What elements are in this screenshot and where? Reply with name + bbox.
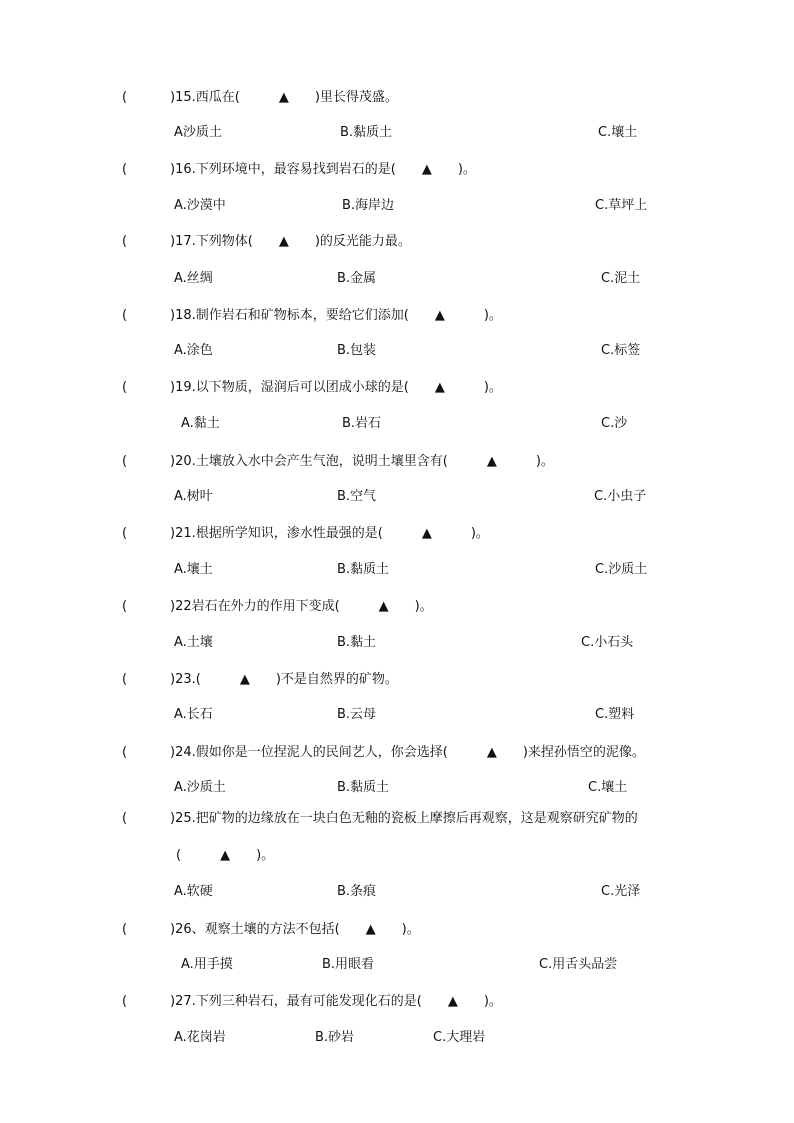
options-26 bbox=[0, 955, 794, 975]
option-c: C.壤土 bbox=[588, 780, 628, 795]
option-b: B.岩石 bbox=[342, 416, 382, 431]
options-20 bbox=[0, 487, 794, 507]
options-16 bbox=[0, 196, 794, 216]
answer-paren: ( bbox=[122, 308, 128, 323]
option-a: A.软硬 bbox=[174, 884, 213, 899]
option-b: B.黏质土 bbox=[337, 780, 390, 795]
option-c: C.用舌头品尝 bbox=[539, 957, 618, 972]
question-20 bbox=[0, 452, 794, 472]
question-27 bbox=[0, 992, 794, 1012]
option-b: B.云母 bbox=[337, 707, 377, 722]
option-b: B.金属 bbox=[337, 271, 377, 286]
option-c: C.沙质土 bbox=[595, 562, 648, 577]
options-18 bbox=[0, 341, 794, 361]
question-16 bbox=[0, 160, 794, 180]
option-a: A.壤土 bbox=[174, 562, 213, 577]
question-stem: )19.以下物质，湿润后可以团成小球的是( ▲ )。 bbox=[170, 380, 502, 395]
option-b: B.条痕 bbox=[337, 884, 377, 899]
option-c: C.小石头 bbox=[581, 635, 634, 650]
answer-paren: ( bbox=[122, 922, 128, 937]
question-22 bbox=[0, 597, 794, 617]
question-stem-continued: ( ▲ )。 bbox=[176, 848, 275, 863]
answer-paren: ( bbox=[122, 234, 128, 249]
option-b: B.海岸边 bbox=[342, 198, 395, 213]
question-stem: )27.下列三种岩石，最有可能发现化石的是( ▲ )。 bbox=[170, 994, 502, 1009]
question-stem: )16.下列环境中，最容易找到岩石的是( ▲ )。 bbox=[170, 162, 476, 177]
question-stem: )26、观察土壤的方法不包括( ▲ )。 bbox=[170, 922, 420, 937]
question-23 bbox=[0, 670, 794, 690]
options-21 bbox=[0, 560, 794, 580]
option-a: A.长石 bbox=[174, 707, 213, 722]
options-25 bbox=[0, 882, 794, 902]
answer-paren: ( bbox=[122, 90, 128, 105]
answer-paren: ( bbox=[122, 162, 128, 177]
options-27 bbox=[0, 1028, 794, 1048]
option-c: C.光泽 bbox=[601, 884, 641, 899]
option-a: A.丝绸 bbox=[174, 271, 213, 286]
answer-paren: ( bbox=[122, 994, 128, 1009]
option-c: C.泥土 bbox=[601, 271, 641, 286]
question-21 bbox=[0, 524, 794, 544]
question-18 bbox=[0, 306, 794, 326]
option-c: C.标签 bbox=[601, 343, 641, 358]
option-c: C.大理岩 bbox=[433, 1030, 486, 1045]
options-17 bbox=[0, 269, 794, 289]
answer-paren: ( bbox=[122, 599, 128, 614]
answer-paren: ( bbox=[122, 380, 128, 395]
question-stem: )21.根据所学知识，渗水性最强的是( ▲ )。 bbox=[170, 526, 489, 541]
question-25 bbox=[0, 809, 794, 829]
answer-paren: ( bbox=[122, 672, 128, 687]
option-a: A.用手摸 bbox=[181, 957, 233, 972]
question-25-continued bbox=[0, 846, 794, 866]
option-a: A.土壤 bbox=[174, 635, 213, 650]
question-stem: )24.假如你是一位捏泥人的民间艺人，你会选择( ▲ )来捏孙悟空的泥像。 bbox=[170, 745, 645, 760]
option-a: A.涂色 bbox=[174, 343, 213, 358]
option-a: A.黏土 bbox=[181, 416, 220, 431]
question-stem: )15.西瓜在( ▲ )里长得茂盛。 bbox=[170, 90, 398, 105]
option-a: A.沙漠中 bbox=[174, 198, 226, 213]
option-a: A.花岗岩 bbox=[174, 1030, 226, 1045]
option-b: B.黏质土 bbox=[337, 562, 390, 577]
options-19 bbox=[0, 414, 794, 434]
option-c: C.草坪上 bbox=[595, 198, 648, 213]
option-b: B.砂岩 bbox=[315, 1030, 355, 1045]
question-stem: )20.土壤放入水中会产生气泡，说明土壤里含有( ▲ )。 bbox=[170, 454, 554, 469]
option-b: B.包装 bbox=[337, 343, 377, 358]
options-15 bbox=[0, 123, 794, 143]
question-15 bbox=[0, 88, 794, 108]
answer-paren: ( bbox=[122, 526, 128, 541]
question-stem: )25.把矿物的边缘放在一块白色无釉的瓷板上摩擦后再观察，这是观察研究矿物的 bbox=[170, 811, 638, 826]
question-19 bbox=[0, 378, 794, 398]
question-26 bbox=[0, 920, 794, 940]
option-a: A.树叶 bbox=[174, 489, 213, 504]
question-stem: )18.制作岩石和矿物标本，要给它们添加( ▲ )。 bbox=[170, 308, 502, 323]
option-a: A沙质土 bbox=[174, 125, 222, 140]
answer-paren: ( bbox=[122, 811, 128, 826]
option-c: C.小虫子 bbox=[594, 489, 647, 504]
option-c: C.壤土 bbox=[598, 125, 638, 140]
option-a: A.沙质土 bbox=[174, 780, 226, 795]
question-stem: )23.( ▲ )不是自然界的矿物。 bbox=[170, 672, 398, 687]
question-17 bbox=[0, 232, 794, 252]
answer-paren: ( bbox=[122, 745, 128, 760]
options-24 bbox=[0, 778, 794, 798]
option-b: B.用眼看 bbox=[322, 957, 375, 972]
options-23 bbox=[0, 705, 794, 725]
option-b: B.黏质土 bbox=[340, 125, 393, 140]
question-stem: )17.下列物体( ▲ )的反光能力最。 bbox=[170, 234, 411, 249]
option-b: B.空气 bbox=[337, 489, 377, 504]
question-24 bbox=[0, 743, 794, 763]
question-stem: )22岩石在外力的作用下变成( ▲ )。 bbox=[170, 599, 433, 614]
option-b: B.黏土 bbox=[337, 635, 377, 650]
options-22 bbox=[0, 633, 794, 653]
option-c: C.沙 bbox=[601, 416, 628, 431]
answer-paren: ( bbox=[122, 454, 128, 469]
option-c: C.塑料 bbox=[595, 707, 635, 722]
